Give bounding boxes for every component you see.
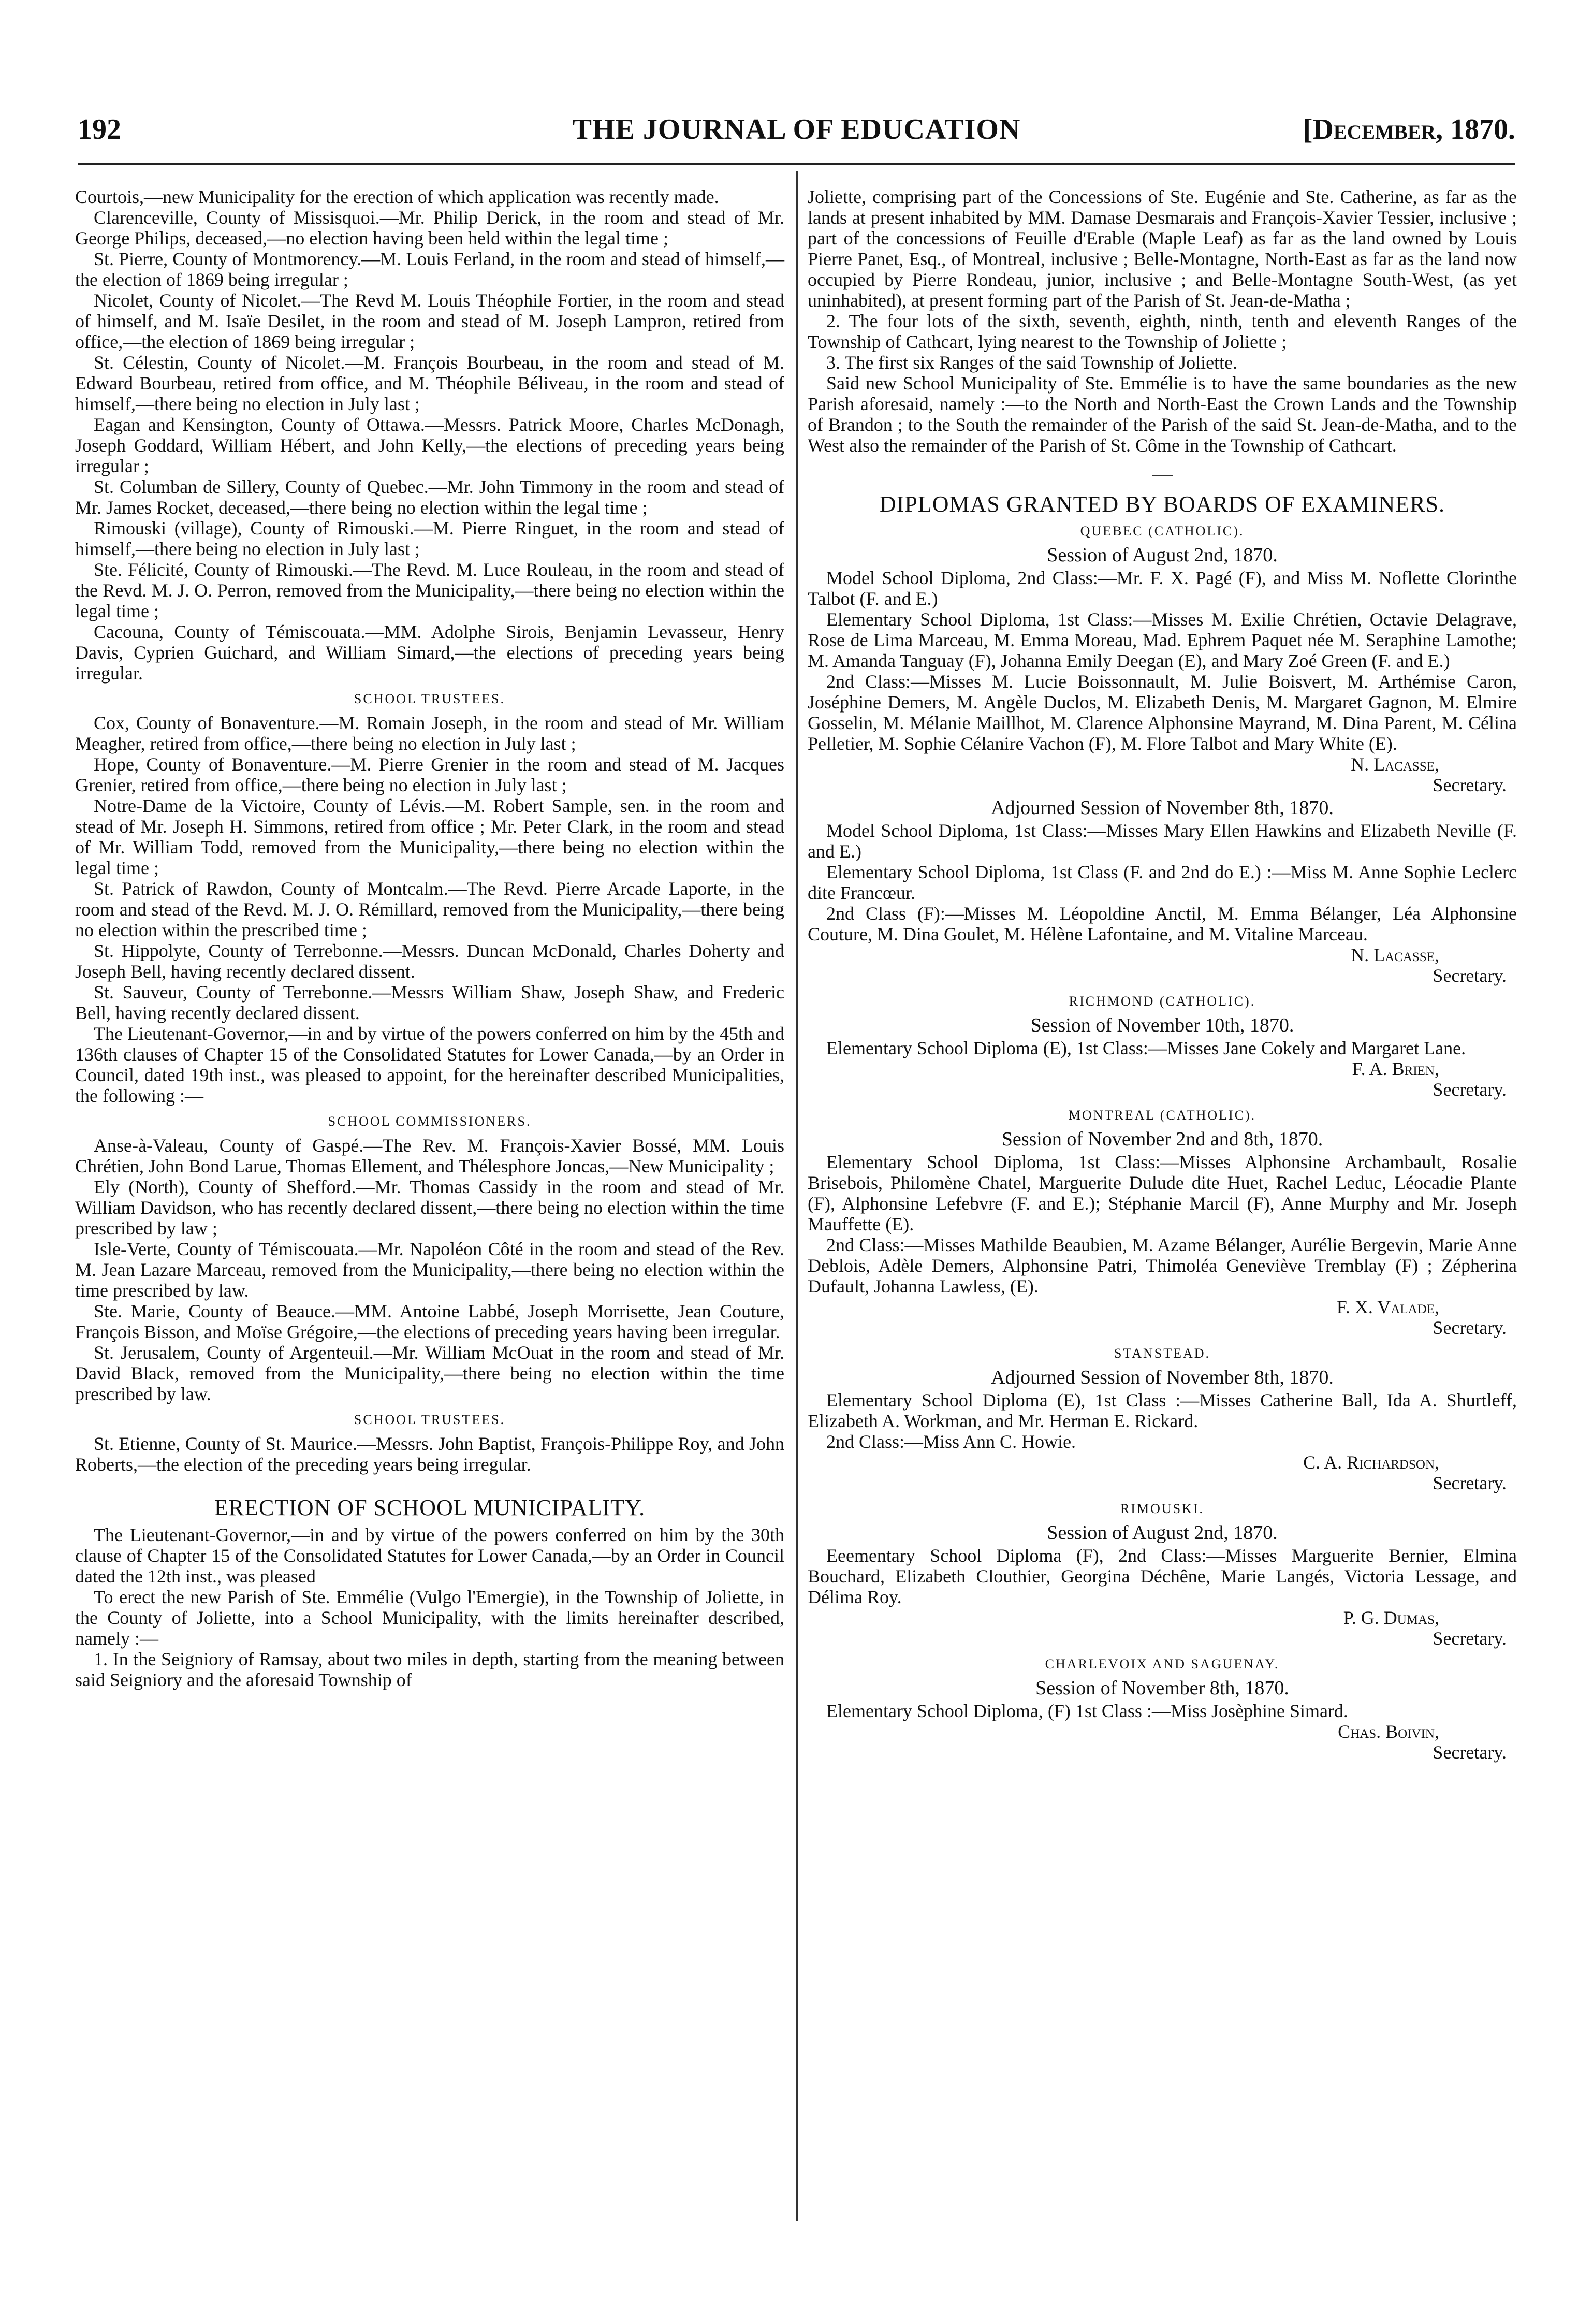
paragraph: 3. The first six Ranges of the said Township of Joliette. xyxy=(826,352,1238,373)
signature-title: Secretary. xyxy=(1433,965,1507,986)
issue-date xyxy=(1303,113,1515,146)
signature-title: Secretary. xyxy=(1433,1628,1507,1649)
paragraph: Eeementary School Diploma (F), 2nd Class:—Misses Marguerite Bernier, Elmina Bouchard, Elizabeth Clouthier, Georgina Déchêne, Marie Langés, Victoria Lessage, and Délima Roy. xyxy=(808,1545,1517,1607)
paragraph: St. Jerusalem, County of Argenteuil.—Mr. William McOuat in the room and stead of Mr. David Black, removed from the Municipality,—there being no election within the time prescribed by law. xyxy=(75,1342,784,1404)
paragraph: St. Pierre, County of Montmorency.—M. Louis Ferland, in the room and stead of himself,—the election of 1869 being irregular ; xyxy=(75,249,784,290)
journal-title: THE JOURNAL OF EDUCATION xyxy=(572,113,1021,146)
paragraph: St. Célestin, County of Nicolet.—M. François Bourbeau, in the room and stead of M. Edward Bourbeau, retired from office, and M. Théophile Béliveau, in the room and stead of himself,—there being no election in July last ; xyxy=(75,352,784,414)
signature-name: F. X. Valade, xyxy=(1336,1297,1439,1317)
paragraph: To erect the new Parish of Ste. Emmélie (Vulgo l'Emergie), in the Township of Joliette, in the County of Joliette, into a School Municipality, with the limits hereinafter described, namely :— xyxy=(75,1587,784,1649)
issue-date-text: [December, 1870. xyxy=(1303,113,1515,146)
right-column xyxy=(808,186,1517,1763)
session-date: Session of November 8th, 1870. xyxy=(1035,1677,1289,1699)
section-heading-erection: ERECTION OF SCHOOL MUNICIPALITY. xyxy=(214,1495,646,1520)
paragraph: Model School Diploma, 1st Class:—Misses Mary Ellen Hawkins and Elizabeth Neville (F. and E.) xyxy=(808,820,1517,862)
paragraph: 2nd Class:—Misses M. Lucie Boissonnault, M. Julie Boisvert, M. Arthémise Caron, Joséphine Demers, M. Angèle Duclos, M. Elizabeth Denis, M. Margaret Gagnon, M. Elmire Gosselin, M. Mélanie Maillhot, M. Clarence Alphonsine Mayrand, M. Dina Parent, M. Célina Pelletier, M. Sophie Célanire Vachon (F), M. Flore Talbot and Mary White (E). xyxy=(808,671,1517,754)
paragraph: Elementary School Diploma (E), 1st Class:—Misses Jane Cokely and Margaret Lane. xyxy=(826,1038,1466,1058)
session-date: Session of November 2nd and 8th, 1870. xyxy=(1001,1128,1323,1150)
signature-title: Secretary. xyxy=(1433,1317,1507,1338)
paragraph: 2nd Class:—Misses Mathilde Beaubien, M. Azame Bélanger, Aurélie Bergevin, Marie Anne Deblois, Adèle Demers, Alphonsine Patri, Thimoléa Geneviève Tremblay (F) ; Zépherina Dufault, Johanna Lawless, (E). xyxy=(808,1234,1517,1297)
paragraph: St. Sauveur, County of Terrebonne.—Messrs William Shaw, Joseph Shaw, and Frederic Bell, having recently declared dissent. xyxy=(75,982,784,1023)
header-rule xyxy=(78,163,1515,165)
signature-title: Secretary. xyxy=(1433,1473,1507,1493)
paragraph: Eagan and Kensington, County of Ottawa.—Messrs. Patrick Moore, Charles McDonagh, Joseph Goddard, William Hébert, and John Kelly,—the elections of preceding years being irregular ; xyxy=(75,414,784,476)
paragraph: Isle-Verte, County of Témiscouata.—Mr. Napoléon Côté in the room and stead of the Rev. M. Jean Lazare Marceau, removed from the Municipality,—there being no election within the time prescribed by law. xyxy=(75,1239,784,1301)
paragraph: Ely (North), County of Shefford.—Mr. Thomas Cassidy in the room and stead of Mr. William Davidson, who has recently declared dissent,—there being no election within the time prescribed by law ; xyxy=(75,1176,784,1239)
paragraph: The Lieutenant-Governor,—in and by virtue of the powers conferred on him by the 45th and 136th clauses of Chapter 15 of the Consolidated Statutes for Lower Canada,—by an Order in Council, dated 19th inst., was pleased to appoint, for the hereinafter described Municipalities, the following :— xyxy=(75,1023,784,1106)
paragraph: Joliette, comprising part of the Concessions of Ste. Eugénie and Ste. Catherine, as far as the lands at present inhabited by MM. Damase Desmarais and François-Xavier Tessier, inclusive ; part of the concessions of Feuille d'Erable (Maple Leaf) as far as the land owned by Louis Pierre Panet, Esq., of Montreal, inclusive ; Belle-Montagne, North-East as far as the land now occupied by Pierre Rondeau, junior, inclusive ; and Belle-Montagne South-West, (as yet uninhabited), at present forming part of the Parish of St. Jean-de-Matha ; xyxy=(808,186,1517,311)
paragraph: St. Columban de Sillery, County of Quebec.—Mr. John Timmony in the room and stead of Mr. James Rocket, deceased,—there being no election within the legal time ; xyxy=(75,476,784,518)
signature-name: N. Lacasse, xyxy=(1351,945,1439,965)
subheading-stanstead: STANSTEAD. xyxy=(1114,1346,1211,1361)
session-date: Adjourned Session of November 8th, 1870. xyxy=(991,1367,1334,1388)
paragraph: Ste. Félicité, County of Rimouski.—The Revd. M. Luce Rouleau, in the room and stead of the Revd. M. J. O. Perron, removed from the Municipality,—there being no election within the legal time ; xyxy=(75,559,784,621)
paragraph: 1. In the Seigniory of Ramsay, about two miles in depth, starting from the meaning between said Seigniory and the aforesaid Township of xyxy=(75,1649,784,1690)
paragraph: Elementary School Diploma, 1st Class (F. and 2nd do E.) :—Miss M. Anne Sophie Leclerc dite Francœur. xyxy=(808,862,1517,903)
paragraph: St. Hippolyte, County of Terrebonne.—Messrs. Duncan McDonald, Charles Doherty and Joseph Bell, having recently declared dissent. xyxy=(75,940,784,982)
signature-name: C. A. Richardson, xyxy=(1303,1452,1439,1473)
paragraph: Cacouna, County of Témiscouata.—MM. Adolphe Sirois, Benjamin Levasseur, Henry Davis, Cyprien Guichard, and William Simard,—the elections of preceding years being irregular. xyxy=(75,621,784,684)
section-heading-diplomas: DIPLOMAS GRANTED BY BOARDS OF EXAMINERS. xyxy=(879,491,1445,517)
page-number: 192 xyxy=(78,113,121,146)
column-divider xyxy=(796,171,798,2221)
subheading-rimouski: RIMOUSKI. xyxy=(1120,1501,1205,1516)
paragraph: Elementary School Diploma (E), 1st Class :—Misses Catherine Ball, Ida A. Shurtleff, Elizabeth A. Workman, and Mr. Herman E. Rickard. xyxy=(808,1390,1517,1431)
session-date: Session of August 2nd, 1870. xyxy=(1047,544,1278,566)
paragraph: Hope, County of Bonaventure.—M. Pierre Grenier in the room and stead of M. Jacques Grenier, retired from office,—there being no election in July last ; xyxy=(75,754,784,795)
paragraph: Clarenceville, County of Missisquoi.—Mr. Philip Derick, in the room and stead of Mr. George Philips, deceased,—no election having been held within the legal time ; xyxy=(75,207,784,249)
signature-name: N. Lacasse, xyxy=(1351,754,1439,775)
paragraph: Rimouski (village), County of Rimouski.—M. Pierre Ringuet, in the room and stead of himself,—there being no election in July last ; xyxy=(75,518,784,559)
session-date: Session of August 2nd, 1870. xyxy=(1047,1522,1278,1544)
paragraph: Nicolet, County of Nicolet.—The Revd M. Louis Théophile Fortier, in the room and stead of himself, and M. Isaïe Desilet, in the room and stead of M. Joseph Lampron, retired from office,—the election of 1869 being irregular ; xyxy=(75,290,784,352)
signature-name: Chas. Boivin, xyxy=(1338,1721,1439,1742)
subheading-charlevoix: CHARLEVOIX AND SAGUENAY. xyxy=(1045,1657,1280,1672)
signature-name: P. G. Dumas, xyxy=(1343,1607,1439,1628)
paragraph: Elementary School Diploma, 1st Class:—Misses M. Exilie Chrétien, Octavie Delagrave, Rose de Lima Marceau, M. Emma Moreau, Mad. Ephrem Paquet née M. Seraphine Lamothe; M. Amanda Tanguay (F), Johanna Emily Deegan (E), and Mary Zoé Green (F. and E.) xyxy=(808,609,1517,671)
paragraph: Said new School Municipality of Ste. Emmélie is to have the same boundaries as the new Parish aforesaid, namely :—to the North and North-East the Crown Lands and the Township of Brandon ; to the South the remainder of the Parish of the said St. Jean-de-Matha, and to the West also the remainder of the Parish of St. Côme in the Township of Cathcart. xyxy=(808,373,1517,456)
paragraph: St. Etienne, County of St. Maurice.—Messrs. John Baptist, François-Philippe Roy, and John Roberts,—the election of the preceding years being irregular. xyxy=(75,1433,784,1475)
paragraph: Elementary School Diploma, 1st Class:—Misses Alphonsine Archambault, Rosalie Brisebois, Philomène Chatel, Marguerite Dulude dite Huet, Rachel Leduc, Léocadie Plante (F), Alphonsine Lefebvre (F. and E.); Stéphanie Marcil (F), Anne Murphy and Mr. Joseph Mauffette (E). xyxy=(808,1152,1517,1234)
page-header xyxy=(78,113,1515,149)
paragraph: Ste. Marie, County of Beauce.—MM. Antoine Labbé, Joseph Morrisette, Jean Couture, François Bisson, and Moïse Grégoire,—the elections of preceding years having been irregular. xyxy=(75,1301,784,1342)
left-column xyxy=(75,186,784,1690)
paragraph: Elementary School Diploma, (F) 1st Class :—Miss Josèphine Simard. xyxy=(826,1701,1348,1721)
signature-name: F. A. Brien, xyxy=(1352,1058,1439,1079)
signature-title: Secretary. xyxy=(1433,775,1507,795)
subheading-quebec: QUEBEC (CATHOLIC). xyxy=(1080,524,1245,539)
paragraph: Notre-Dame de la Victoire, County of Lévis.—M. Robert Sample, sen. in the room and stead of Mr. Joseph H. Simmons, retired from office ; Mr. Peter Clark, in the room and stead of Mr. William Todd, removed from the Municipality,—there being no election within the legal time ; xyxy=(75,795,784,878)
subheading-school-trustees: SCHOOL TRUSTEES. xyxy=(354,1412,506,1427)
paragraph: 2nd Class (F):—Misses M. Léopoldine Anctil, M. Emma Bélanger, Léa Alphonsine Couture, M. Dina Goulet, M. Hélène Lafontaine, and M. Vitaline Marceau. xyxy=(808,903,1517,945)
session-date: Session of November 10th, 1870. xyxy=(1030,1014,1294,1036)
paragraph: Courtois,—new Municipality for the erection of which application was recently made. xyxy=(75,186,719,207)
subheading-school-commissioners: SCHOOL COMMISSIONERS. xyxy=(328,1114,532,1129)
paragraph: 2. The four lots of the sixth, seventh, eighth, ninth, tenth and eleventh Ranges of the Township of Cathcart, lying nearest to the Township of Joliette ; xyxy=(808,311,1517,352)
signature-title: Secretary. xyxy=(1433,1742,1507,1763)
subheading-school-trustees: SCHOOL TRUSTEES. xyxy=(354,691,506,706)
paragraph: Cox, County of Bonaventure.—M. Romain Joseph, in the room and stead of Mr. William Meagher, retired from office,—there being no election in July last ; xyxy=(75,713,784,754)
paragraph: Anse-à-Valeau, County of Gaspé.—The Rev. M. François-Xavier Bossé, MM. Louis Chrétien, John Bond Larue, Thomas Ellement, and Thélesphore Joncas,—New Municipality ; xyxy=(75,1135,784,1176)
paragraph: St. Patrick of Rawdon, County of Montcalm.—The Revd. Pierre Arcade Laporte, in the room and stead of the Revd. M. J. O. Rémillard, removed from the Municipality,—there being no election within the prescribed time ; xyxy=(75,878,784,940)
subheading-richmond: RICHMOND (CATHOLIC). xyxy=(1069,994,1256,1009)
session-date: Adjourned Session of November 8th, 1870. xyxy=(991,797,1334,819)
paragraph: The Lieutenant-Governor,—in and by virtue of the powers conferred on him by the 30th clause of Chapter 15 of the Consolidated Statutes for Lower Canada,—by an Order in Council dated the 12th inst., was pleased xyxy=(75,1524,784,1587)
paragraph: Model School Diploma, 2nd Class:—Mr. F. X. Pagé (F), and Miss M. Noflette Clorinthe Talbot (F. and E.) xyxy=(808,568,1517,609)
subheading-montreal: MONTREAL (CATHOLIC). xyxy=(1068,1108,1256,1123)
paragraph: 2nd Class:—Miss Ann C. Howie. xyxy=(826,1431,1076,1452)
separator-dash xyxy=(808,463,1517,484)
signature-title: Secretary. xyxy=(1433,1079,1507,1100)
